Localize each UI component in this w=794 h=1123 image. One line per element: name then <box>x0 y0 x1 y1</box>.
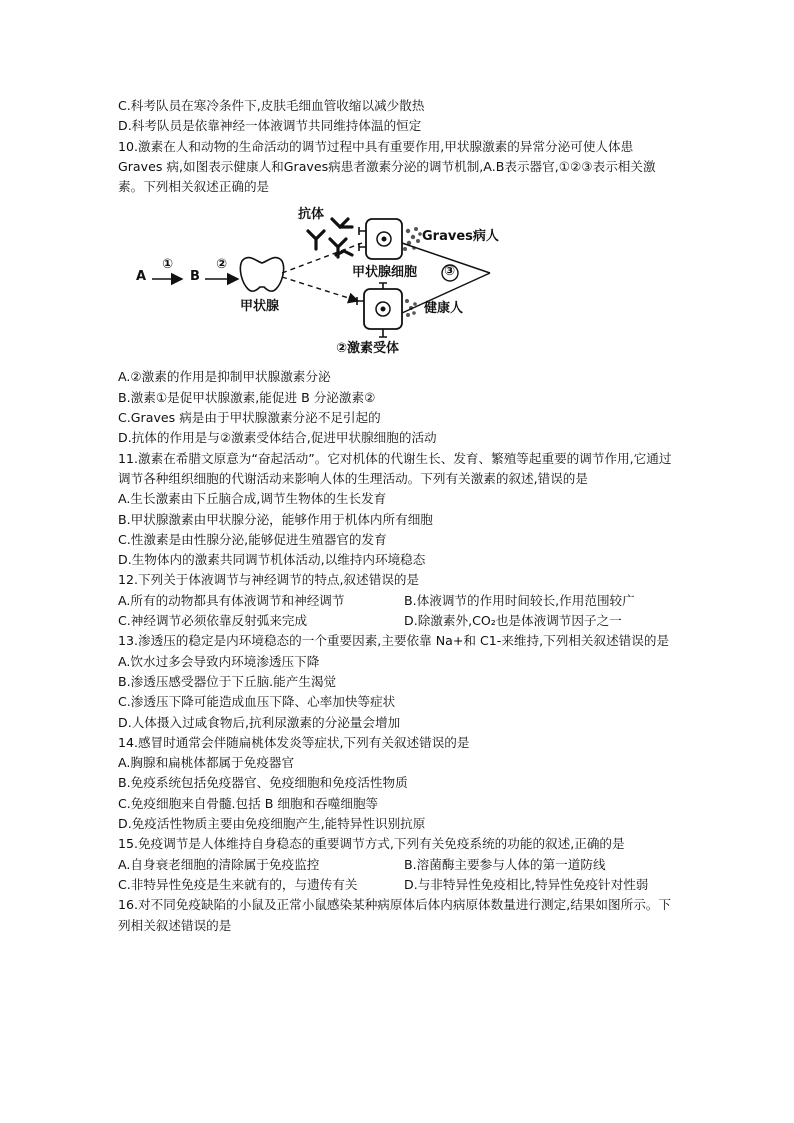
dashed-line-upper <box>282 243 362 273</box>
q12-options-row-2 <box>118 611 678 631</box>
q10-option-b: B.激素①是促甲状腺激素,能促进 B 分泌激素② <box>118 389 376 405</box>
q11-option-a: A.生长激素由下丘脑合成,调节生物体的生长发育 <box>118 491 387 507</box>
q13-option-c: C.渗透压下降可能造成血压下降、心率加快等症状 <box>118 694 396 710</box>
q11-option-b: B.甲状腺激素由甲状腺分泌，能够作用于机体内所有细胞 <box>118 511 433 527</box>
q15-option-a: A.自身衰老细胞的清除属于免疫监控 <box>118 856 320 872</box>
figure-label-antibody: 抗体 <box>298 207 325 223</box>
q10-option-c: C.Graves 病是由于甲状腺激素分泌不足引起的 <box>118 410 381 426</box>
q11-option-d: D.生物体内的激素共同调节机体活动,以维持内环境稳态 <box>118 552 426 568</box>
figure-label-hormone-2: ② <box>216 257 228 273</box>
figure-label-healthy: 健康人 <box>424 301 464 317</box>
q11-stem: 11.激素在希腊文原意为“奋起活动”。它对机体的代谢生长、发育、繁殖等起重要的调节作用,它通过调节各种组织细胞的代谢活动来影响人体的生理活动。下列有关激素的叙述,错误的是 <box>118 450 672 486</box>
figure-label-graves: Graves病人 <box>422 229 499 245</box>
q12-stem: 12.下列关于体液调节与神经调节的特点,叙述错误的是 <box>118 572 420 588</box>
thyroid-shape <box>240 258 283 292</box>
q15-options-row-2 <box>118 875 678 895</box>
figure-label-hormone-3: ③ <box>444 264 456 280</box>
q12-option-c: C.神经调节必须依靠反射弧来完成 <box>118 613 308 629</box>
q15-options-row-1 <box>118 855 678 875</box>
figure-label-hormone-1: ① <box>162 257 174 273</box>
figure-label-b: B <box>190 269 200 285</box>
dashed-line-lower <box>282 277 358 301</box>
q12-option-b: B.体液调节的作用时间较长,作用范围较广 <box>404 592 635 608</box>
figure-label-a: A <box>136 269 147 285</box>
q15-option-c: C.非特异性免疫是生来就有的，与遗传有关 <box>118 876 358 892</box>
q12-option-d: D.除激素外,CO₂也是体液调节因子之一 <box>404 613 622 629</box>
q12-options-row-1 <box>118 591 678 611</box>
q13-stem: 13.渗透压的稳定是内环境稳态的一个重要因素,主要依靠 Na+和 C1-来维持,下列相关叙述错误的是 <box>118 633 670 649</box>
q14-stem: 14.感冒时通常会伴随扁桃体发炎等症状,下列有关叙述错误的是 <box>118 734 470 750</box>
q13-option-a: A.饮水过多会导致内环境渗透压下降 <box>118 653 320 669</box>
figure-label-receptor: ②激素受体 <box>336 341 400 357</box>
q14-option-d: D.免疫活性物质主要由免疫细胞产生,能特异性识别抗原 <box>118 816 426 832</box>
q10-option-a: A.②激素的作用是抑制甲状腺激素分泌 <box>118 369 331 385</box>
upper-secretion-dots <box>403 227 422 251</box>
q15-option-b: B.溶菌酶主要参与人体的第一道防线 <box>404 856 606 872</box>
q10-figure <box>130 201 510 361</box>
lower-secretion-dots <box>405 299 417 317</box>
q12-option-a: A.所有的动物都具有体液调节和神经调节 <box>118 592 345 608</box>
q14-option-b: B.免疫系统包括免疫器官、免疫细胞和免疫活性物质 <box>118 775 408 791</box>
q16-stem: 16.对不同免疫缺陷的小鼠及正常小鼠感染某种病原体后体内病原体数量进行测定,结果如图所示。下列相关叙述错误的是 <box>118 897 671 933</box>
q13-option-d: D.人体摄入过咸食物后,抗利尿激素的分泌量会增加 <box>118 714 401 730</box>
q15-stem: 15.免疫调节是人体维持自身稳态的重要调节方式,下列有关免疫系统的功能的叙述,正确的是 <box>118 836 625 852</box>
q9-option-d: D.科考队员是依靠神经一体液调节共同维持体温的恒定 <box>118 118 422 134</box>
q14-option-a: A.胸腺和扁桃体都属于免疫器官 <box>118 755 295 771</box>
q13-option-b: B.渗透压感受器位于下丘脑.能产生渴觉 <box>118 673 337 689</box>
q11-option-c: C.性激素是由性腺分泌,能够促进生殖器官的发育 <box>118 531 387 547</box>
figure-label-thyroid: 甲状腺 <box>240 299 280 315</box>
q10-stem: 10.激素在人和动物的生命活动的调节过程中具有重要作用,甲状腺激素的异常分泌可使人体患 Graves 病,如图表示健康人和Graves病患者激素分泌的调节机制,A.B表示器官,①②③表示相关激素。下列相关叙述正确的是 <box>118 138 656 195</box>
antibody-shapes <box>308 219 352 257</box>
q9-option-c: C.科考队员在寒冷条件下,皮肤毛细血管收缩以减少散热 <box>118 98 425 113</box>
q10-option-d: D.抗体的作用是与②激素受体结合,促进甲状腺细胞的活动 <box>118 430 437 446</box>
figure-label-thyroid-cell: 甲状腺细胞 <box>352 265 418 281</box>
q15-option-d: D.与非特异性免疫相比,特异性免疫针对性弱 <box>404 876 649 892</box>
exam-page <box>118 96 678 936</box>
q14-option-c: C.免疫细胞来自骨髓.包括 B 细胞和吞噬细胞等 <box>118 795 379 811</box>
